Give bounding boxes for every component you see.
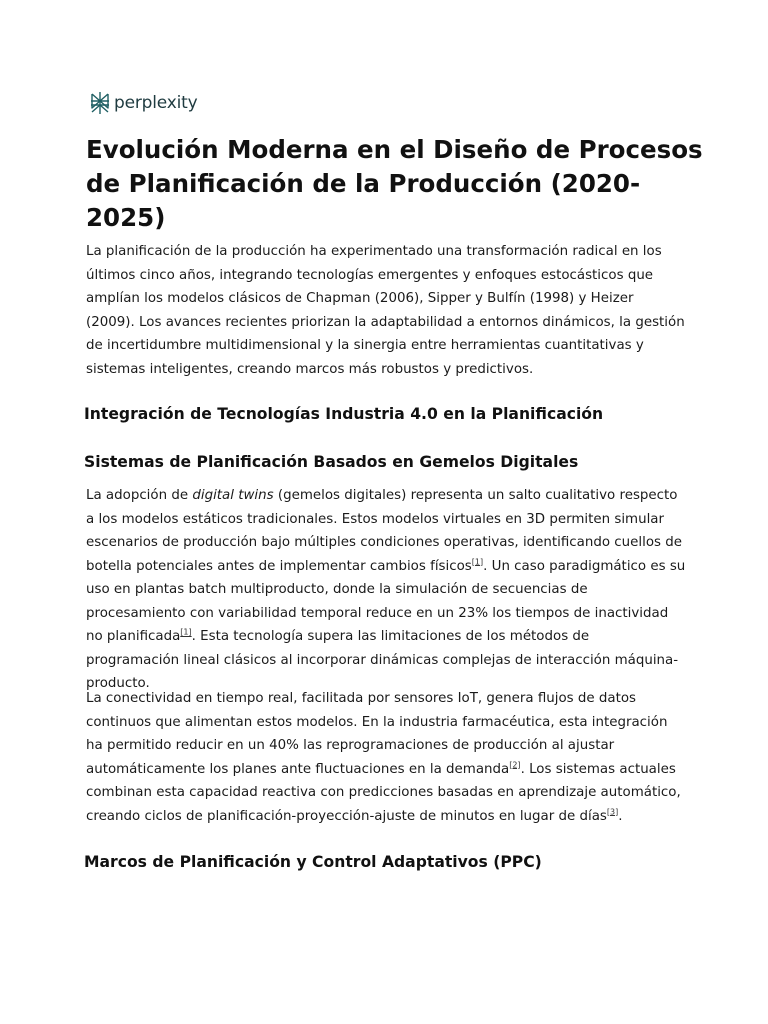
section-heading-industria-4: Integración de Tecnologías Industria 4.0 en la Planificación (84, 405, 604, 423)
paragraph-iot (86, 687, 686, 828)
perplexity-logo-icon (90, 91, 110, 115)
subsection-heading-gemelos-digitales: Sistemas de Planificación Basados en Gemelos Digitales (84, 453, 579, 471)
citation-link[interactable]: [3] (606, 807, 619, 817)
citation-link[interactable]: [1] (471, 557, 484, 567)
citation-link[interactable]: [1] (180, 627, 192, 637)
text-run: . Un caso paradigmático es su uso en plantas batch multiproducto, donde la simulación de secuencias de procesamiento con variabilidad temporal reduce en un 23% los tiempos de inactividad no planificada (86, 558, 686, 644)
text-run: . (618, 808, 623, 824)
text-run: . Los sistemas actuales combinan esta capacidad reactiva con predicciones basadas en aprendizaje automático, creando ciclos de planificación-proyección-ajuste de minutos en lugar de días (86, 761, 681, 824)
paragraph-digital-twins (86, 484, 686, 696)
text-run: La adopción de (86, 488, 193, 503)
text-run: (gemelos digitales) representa un salto cualitativo respecto a los modelos estáticos tradicionales. Estos modelos virtuales en 3D permiten simular escenarios de producción bajo múltiples condiciones operativas, identificando cuellos de botella potenciales antes de implementar cambios físicos (86, 488, 682, 574)
citation-link[interactable]: [2] (509, 760, 521, 770)
document-title: Evolución Moderna en el Diseño de Procesos de Planificación de la Producción (2020-2025) (86, 135, 703, 232)
intro-paragraph: La planificación de la producción ha experimentado una transformación radical en los últimos cinco años, integrando tecnologías emergentes y enfoques estocásticos que amplían los modelos clásicos de Chapman (2006), Sipper y Bulfín (1998) y Heizer (2009). Los avances recientes priorizan la adaptabilidad a entornos dinámicos, la gestión de incertidumbre multidimensional y la sinergia entre herramientas cuantitativas y sistemas inteligentes, creando marcos más robustos y predictivos. (86, 244, 685, 377)
emphasis-text: digital twins (192, 488, 274, 503)
text-run: La conectividad en tiempo real, facilitada por sensores IoT, genera flujos de datos continuos que alimentan estos modelos. En la industria farmacéutica, esta integración ha permitido reducir en un 40% las reprogramaciones de producción al ajustar automáticamente los planes ante fluctuaciones en la demanda (86, 691, 668, 777)
text-run: . Esta tecnología supera las limitaciones de los métodos de programación lineal clásicos al incorporar dinámicas complejas de interacción máquina-producto. (86, 629, 679, 691)
brand-logo (90, 90, 197, 116)
section-heading-ppc: Marcos de Planificación y Control Adaptativos (PPC) (84, 853, 542, 871)
brand-name: perplexity (114, 93, 198, 113)
